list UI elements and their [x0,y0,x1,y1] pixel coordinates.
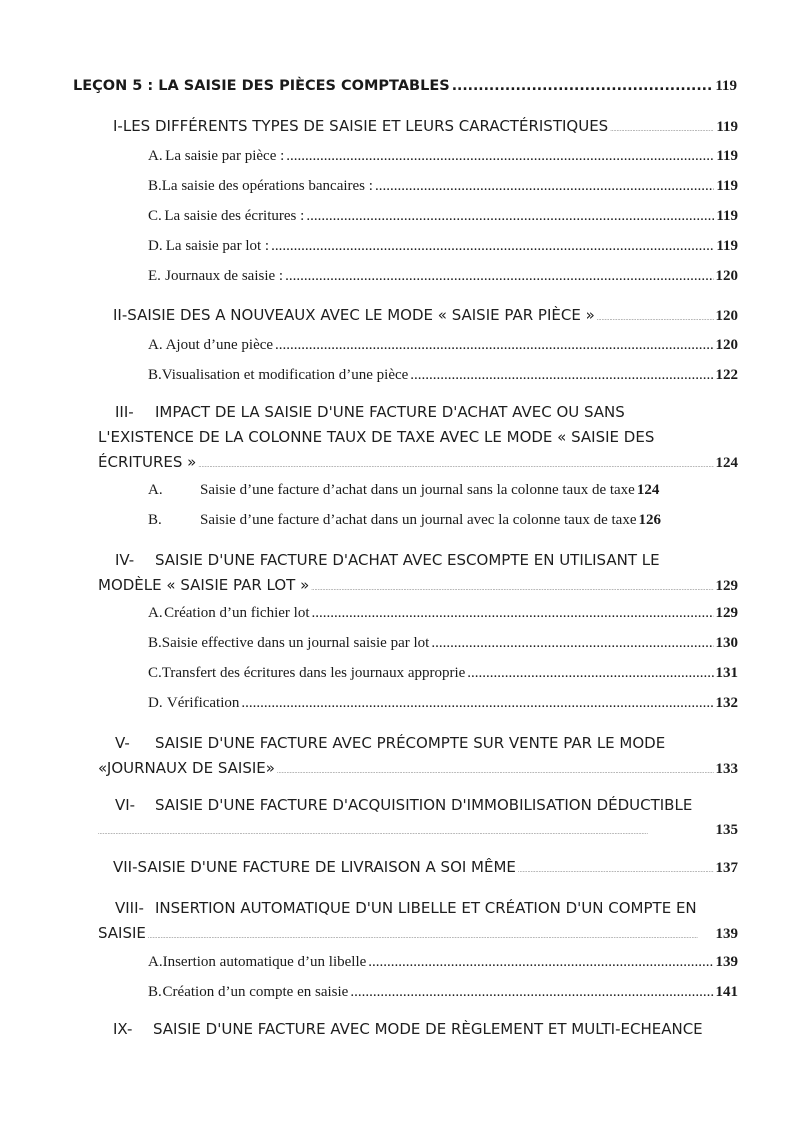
item-page: 139 [715,954,738,970]
section-title: SAISIE DES A NOUVEAUX AVEC LE MODE « SAISIE PAR PIÈCE » [127,306,595,324]
item-text: Saisie d’une facture d’achat dans un journal avec la colonne taux de taxe [200,512,637,528]
toc-item[interactable] [148,665,738,682]
item-text: Journaux de saisie : [165,268,284,284]
item-letter: C. [148,665,162,681]
item-text: La saisie par pièce : [165,148,285,164]
leader-dots [350,984,713,1001]
item-page: 141 [715,984,738,1000]
toc-item[interactable] [148,148,738,165]
toc-item[interactable] [148,268,738,285]
toc-item[interactable] [148,635,738,652]
toc-item[interactable] [148,695,738,712]
item-page: 126 [638,512,661,528]
section-title-line: L'EXISTENCE DE LA COLONNE TAUX DE TAXE AVEC LE MODE « SAISIE DES [98,428,655,446]
section-page: 139 [715,926,738,942]
section-number: III- [115,403,134,421]
section-title: SAISIE [98,924,146,942]
item-letter: B. [148,635,162,651]
item-letter: D. [148,695,163,711]
leader-dots [368,954,713,971]
section-title: IMPACT DE LA SAISIE D'UNE FACTURE D'ACHAT AVEC OU SANS [155,403,625,421]
leader-dots [198,454,713,479]
section-heading-iv[interactable] [98,548,738,602]
item-letter: E. [148,268,161,284]
lesson-title: LEÇON 5 : LA SAISIE DES PIÈCES COMPTABLES [73,78,450,94]
item-text: Visualisation et modification d’une pièce [161,367,409,383]
item-letter: A. [148,954,163,970]
item-page: 120 [715,337,738,353]
section-title-line [98,756,738,785]
section-page: 133 [715,761,738,777]
section-page: 120 [715,308,738,324]
section-number: I- [113,117,123,135]
item-text: Saisie effective dans un journal saisie par lot [161,635,430,651]
section-title-line [98,400,738,425]
item-letter: B. [148,178,162,194]
item-letter: B. [148,367,162,383]
leader-dots [452,78,714,94]
leader-dots [375,178,714,195]
leader-dots [597,306,714,324]
item-text: La saisie par lot : [165,238,270,254]
item-letter: A. [148,337,163,353]
leader-dots [277,760,714,785]
toc-item[interactable] [148,178,738,195]
item-letter: B. [148,512,162,528]
item-page: 124 [636,482,660,498]
leader-dots [311,605,713,622]
toc-item[interactable] [148,367,738,384]
leader-dots [275,337,713,354]
item-text: La saisie des écritures : [164,208,305,224]
leader-dots [241,695,713,712]
section-page: 135 [715,822,738,838]
section-number: VIII- [115,899,144,917]
toc-item[interactable] [148,238,738,255]
section-title-line [98,921,738,950]
leader-dots [271,238,714,255]
item-text: Saisie d’une facture d’achat dans un journal sans la colonne taux de taxe [200,482,635,498]
section-title-line [98,818,738,846]
section-title: SAISIE D'UNE FACTURE D'ACQUISITION D'IMMOBILISATION DÉDUCTIBLE [155,796,693,814]
item-page: 119 [716,178,738,194]
item-letter: C. [148,208,162,224]
item-text: Insertion automatique d’un libelle [162,954,367,970]
item-text: Transfert des écritures dans les journaux approprie [161,665,466,681]
item-page: 130 [715,635,738,651]
toc-item[interactable] [148,954,738,971]
lesson-page: 119 [715,78,737,94]
section-title: MODÈLE « SAISIE PAR LOT » [98,576,310,594]
leader-dots [148,925,714,950]
toc-item[interactable] [148,208,738,225]
item-page: 122 [715,367,738,383]
leader-dots [467,665,713,682]
section-heading-viii[interactable] [98,896,738,950]
leader-dots [285,268,713,285]
section-title-line [98,896,738,921]
leader-dots [431,635,713,652]
section-page: 129 [715,578,738,594]
section-title: LES DIFFÉRENTS TYPES DE SAISIE ET LEURS CARACTÉRISTIQUES [122,117,609,135]
section-number: IV- [115,551,135,569]
section-heading-vii[interactable] [113,858,738,877]
item-page: 119 [716,148,738,164]
leader-dots [286,148,714,165]
item-text: La saisie des opérations bancaires : [161,178,373,194]
toc-item[interactable] [148,482,738,499]
toc-item[interactable] [148,512,738,529]
item-page: 132 [715,695,738,711]
section-number: VII- [113,858,138,876]
section-title-line [98,573,738,602]
leader-dots [610,117,714,135]
leader-dots [98,821,714,846]
section-heading-ii[interactable] [113,306,738,325]
section-page: 124 [715,455,738,471]
item-page: 119 [716,208,738,224]
section-number: II- [113,306,128,324]
section-title: SAISIE D'UNE FACTURE D'ACHAT AVEC ESCOMPTE EN UTILISANT LE [155,551,660,569]
section-heading-v[interactable] [98,731,738,785]
section-heading-vi[interactable] [98,793,738,846]
leader-dots [306,208,714,225]
item-letter: A. [148,482,163,498]
section-heading-ix[interactable] [113,1020,738,1038]
item-letter: D. [148,238,163,254]
item-page: 131 [715,665,738,681]
toc-item[interactable] [148,605,738,622]
item-page: 129 [715,605,738,621]
section-title: SAISIE D'UNE FACTURE AVEC PRÉCOMPTE SUR VENTE PAR LE MODE [155,734,666,752]
section-title: INSERTION AUTOMATIQUE D'UN LIBELLE ET CRÉATION D'UN COMPTE EN [155,899,697,917]
item-text: Création d’un compte en saisie [162,984,349,1000]
section-title: SAISIE D'UNE FACTURE DE LIVRAISON A SOI MÊME [137,858,516,876]
section-title: «JOURNAUX DE SAISIE» [98,759,275,777]
section-page: 137 [715,860,738,876]
section-number: IX- [113,1020,133,1038]
leader-dots [410,367,713,384]
section-heading-iii[interactable] [98,400,738,479]
section-title-line [98,731,738,756]
item-text: Création d’un fichier lot [164,605,310,621]
item-text: Vérification [166,695,240,711]
section-title: SAISIE D'UNE FACTURE AVEC MODE DE RÈGLEMENT ET MULTI-ECHEANCE [153,1020,703,1038]
item-page: 120 [715,268,738,284]
section-title-line [98,450,738,479]
leader-dots [311,577,713,602]
section-title-line [98,548,738,573]
section-number: VI- [115,796,136,814]
section-heading-i[interactable] [113,117,738,136]
section-page: 119 [716,119,738,135]
item-page: 119 [716,238,738,254]
item-letter: B. [148,984,162,1000]
lesson-heading[interactable] [73,78,737,95]
section-number: V- [115,734,130,752]
section-title-line [98,793,738,818]
toc-item[interactable] [148,984,738,1001]
toc-item[interactable] [148,337,738,354]
item-letter: A. [148,605,163,621]
leader-dots [518,858,714,876]
item-letter: A. [148,148,163,164]
item-text: Ajout d’une pièce [165,337,274,353]
section-title: ÉCRITURES » [98,453,197,471]
